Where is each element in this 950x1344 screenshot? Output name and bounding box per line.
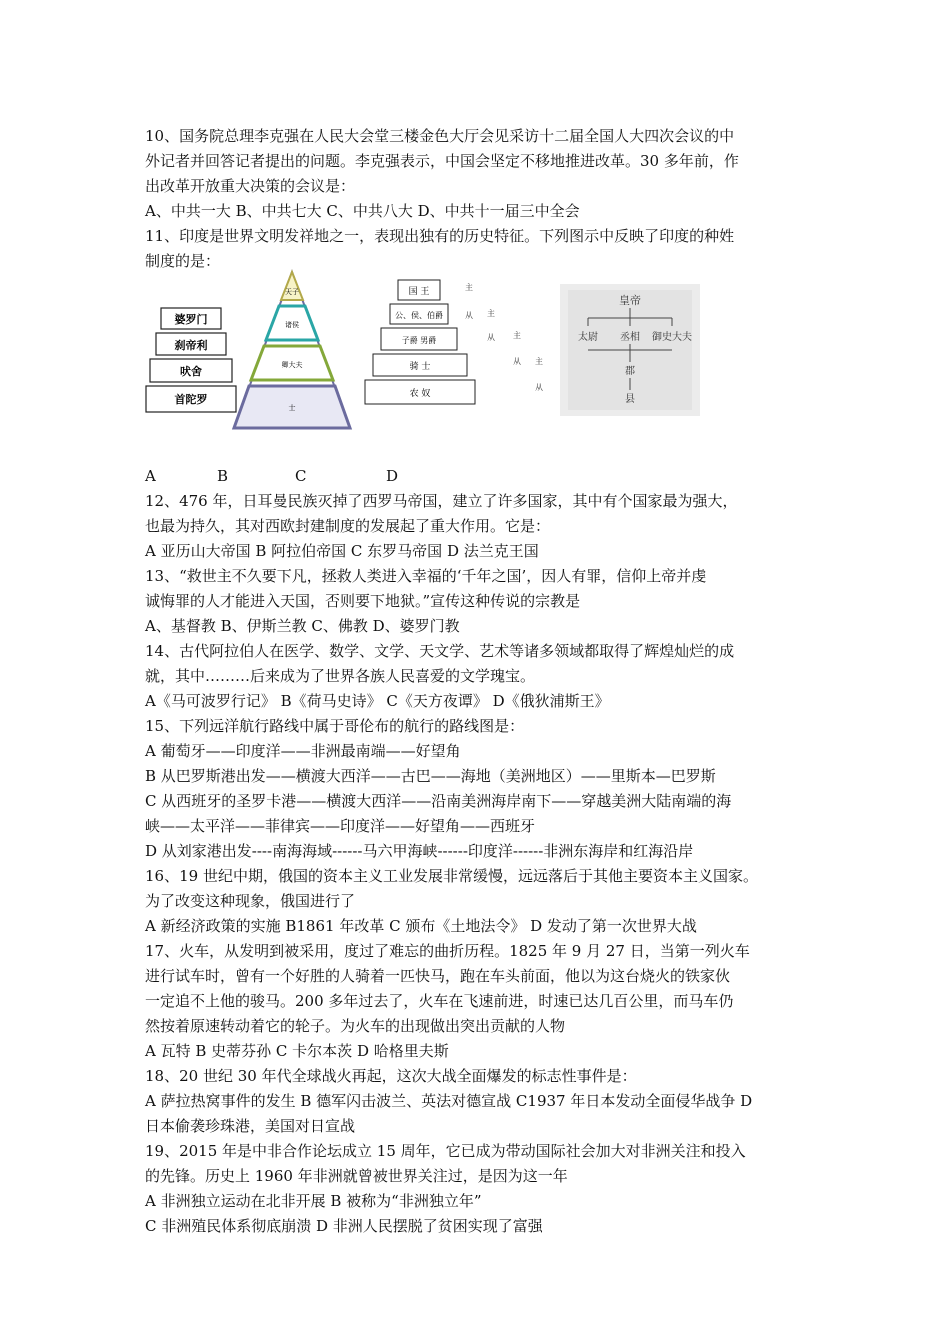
text-line: A、中共一大 B、中共七大 C、中共八大 D、中共十一届三中全会 [145, 202, 580, 220]
text-line: 的先锋。历史上 1960 年非洲就曾被世界关注过，是因为这一年 [145, 1167, 568, 1185]
figure-c-mark: 主 [535, 357, 543, 366]
figure-c-tier: 公、侯、伯爵 [395, 311, 443, 320]
text-line: 然按着原速转动着它的轮子。为火车的出现做出突出贡献的人物 [145, 1017, 566, 1035]
figure-c-mark: 主 [465, 283, 473, 292]
figure-c-mark: 从 [465, 311, 473, 320]
text-line: A 新经济政策的实施 B1861 年改革 C 颁布《土地法令》 D 发动了第一次世界大战 [145, 917, 697, 935]
text-line: 就，其中………后来成为了世界各族人民喜爱的文学瑰宝。 [145, 667, 536, 685]
text-line: 19、2015 年是中非合作论坛成立 15 周年，它已成为带动国际社会加大对非洲关注和投入 [145, 1142, 746, 1160]
text-line: A 萨拉热窝事件的发生 B 德军闪击波兰、英法对德宣战 C1937 年日本发动全面侵华战争 D [145, 1092, 753, 1110]
figure-label-b: B [217, 467, 229, 485]
figure-a-tier: 吠舍 [180, 365, 202, 378]
figure-c-tier: 子爵 男爵 [401, 336, 437, 345]
text-line: C 非洲殖民体系彻底崩溃 D 非洲人民摆脱了贫困实现了富强 [145, 1217, 543, 1235]
text-line: 出改革开放重大决策的会议是： [145, 177, 356, 195]
figure-c-mark: 主 [513, 331, 521, 340]
text-line: 17、火车，从发明到被采用，度过了难忘的曲折历程。1825 年 9 月 27 日，当第一列火车 [145, 942, 750, 960]
figure-labels [145, 464, 810, 489]
figure-a-tier: 首陀罗 [174, 393, 208, 406]
text-line: A 亚历山大帝国 B 阿拉伯帝国 C 东罗马帝国 D 法兰克王国 [145, 542, 539, 560]
text-line: 一定追不上他的骏马。200 多年过去了，火车在飞速前进，时速已达几百公里，而马车仍 [145, 992, 734, 1010]
text-line: 外记者并回答记者提出的问题。李克强表示，中国会坚定不移地推进改革。30 多年前，作 [145, 152, 739, 170]
figure-a-caste-pyramid [145, 296, 240, 426]
figure-b-tier: 士 [288, 404, 296, 412]
figure-row [145, 276, 810, 464]
text-line: A 瓦特 B 史蒂芬孙 C 卡尔本茨 D 哈格里夫斯 [145, 1042, 449, 1060]
figure-a-tier: 刹帝利 [174, 339, 208, 352]
figure-b-tier: 卿大夫 [281, 361, 303, 369]
text-line: 诚悔罪的人才能进入天国，否则要下地狱。”宣传这种传说的宗教是 [145, 592, 581, 610]
figure-a-tier: 婆罗门 [174, 313, 208, 326]
questions-10-11 [145, 124, 810, 274]
text-line: A 非洲独立运动在北非开展 B 被称为“非洲独立年” [145, 1192, 482, 1210]
text-line: 15、下列远洋航行路线中属于哥伦布的航行的路线图是： [145, 717, 525, 735]
text-line: 也最为持久，其对西欧封建制度的发展起了重大作用。它是： [145, 517, 551, 535]
figure-d-qin-central-government [560, 284, 700, 416]
text-line: A 葡萄牙——印度洋——非洲最南端——好望角 [145, 742, 461, 760]
figure-c-mark: 主 [487, 309, 495, 318]
question-content [145, 124, 810, 1239]
text-line: B 从巴罗斯港出发——横渡大西洋——古巴——海地（美洲地区）——里斯本—巴罗斯 [145, 767, 716, 785]
figure-d-bottom: 县 [625, 394, 635, 405]
text-line: A《马可波罗行记》 B《荷马史诗》 C《天方夜谭》 D《俄狄浦斯王》 [145, 692, 610, 710]
figure-b-tier: 天子 [285, 288, 299, 296]
text-line: A、基督教 B、伊斯兰教 C、佛教 D、婆罗门教 [145, 617, 460, 635]
questions-12-19 [145, 489, 810, 1239]
text-line: 18、20 世纪 30 年代全球战火再起，这次大战全面爆发的标志性事件是： [145, 1067, 637, 1085]
text-line: 11、印度是世界文明发祥地之一，表现出独有的历史特征。下列图示中反映了印度的种姓 [145, 227, 735, 245]
text-line: 14、古代阿拉伯人在医学、数学、文学、天文学、艺术等诸多领域都取得了辉煌灿烂的成 [145, 642, 735, 660]
figure-d-official: 御史大夫 [652, 332, 692, 343]
text-line: 进行试车时，曾有一个好胜的人骑着一匹快马，跑在车头前面，他以为这台烧火的铁家伙 [145, 967, 731, 985]
text-line: C 从西班牙的圣罗卡港——横渡大西洋——沿南美洲海岸南下——穿越美洲大陆南端的海 [145, 792, 732, 810]
figure-d-lower: 郡 [625, 366, 635, 377]
figure-c-mark: 从 [513, 357, 521, 366]
figure-b-tier: 诸侯 [285, 321, 299, 329]
text-line: 制度的是： [145, 252, 221, 270]
figure-c-tier: 骑 士 [409, 362, 431, 372]
figure-c-mark: 从 [487, 333, 495, 342]
text-line: 16、19 世纪中期，俄国的资本主义工业发展非常缓慢，远远落后于其他主要资本主义国家。 [145, 867, 758, 885]
text-line: D 从刘家港出发----南海海域------马六甲海峡------印度洋------非洲东海岸和红海沿岸 [145, 842, 694, 860]
text-line: 13、“救世主不久要下凡，拯救人类进入幸福的‘千年之国’，因人有罪，信仰上帝并虔 [145, 567, 707, 585]
figure-c-tier: 国 王 [408, 287, 430, 297]
figure-c-western-feudal-hierarchy [363, 276, 558, 411]
figure-label-a: A [145, 467, 156, 485]
text-line: 日本偷袭珍珠港，美国对日宣战 [145, 1117, 356, 1135]
figure-label-d: D [386, 467, 399, 485]
text-line: 10、国务院总理李克强在人民大会堂三楼金色大厅会见采访十二届全国人大四次会议的中 [145, 127, 735, 145]
text-line: 为了改变这种现象，俄国进行了 [145, 892, 356, 910]
figure-c-tier: 农 奴 [409, 389, 431, 399]
figure-d-official: 丞相 [620, 332, 640, 343]
text-line: 12、476 年，日耳曼民族灭掉了西罗马帝国，建立了许多国家，其中有个国家最为强大， [145, 492, 738, 510]
text-line: 峡——太平洋——菲律宾——印度洋——好望角——西班牙 [145, 817, 536, 835]
figure-d-official: 太尉 [578, 332, 598, 343]
figure-label-c: C [295, 467, 307, 485]
figure-c-mark: 从 [535, 383, 543, 392]
figure-b-feudal-pyramid [230, 268, 355, 443]
figure-d-top: 皇帝 [619, 294, 641, 307]
